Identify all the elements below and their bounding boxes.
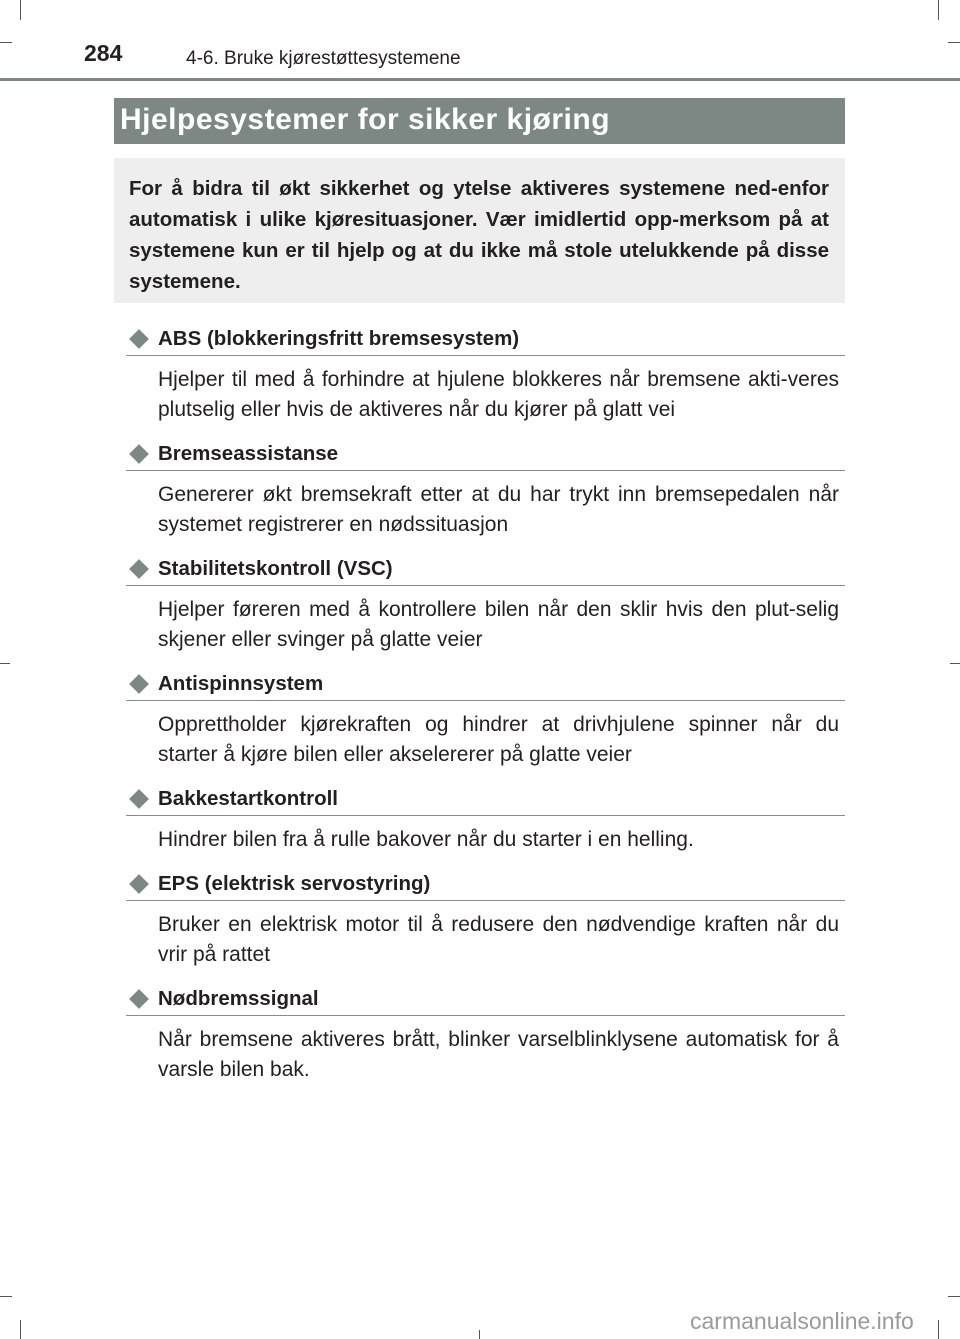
item-title: ABS (blokkeringsfritt bremsesystem): [158, 327, 520, 350]
item-description: Når bremsene aktiveres brått, blinker varselblinklysene automatisk for å varsle bilen bak.: [158, 1028, 839, 1081]
item-description: Hjelper til med å forhindre at hjulene blokkeres når bremsene akti-veres plutselig eller hvis de aktiveres når du kjører på glatt vei: [158, 368, 839, 421]
item-header: [126, 322, 845, 356]
title-bar: [114, 98, 845, 144]
header-divider: [0, 78, 960, 81]
item-header: [126, 982, 845, 1016]
page-header: [0, 0, 960, 80]
item-title: Bakkestartkontroll: [158, 787, 339, 810]
diamond-bullet-icon: [129, 559, 149, 579]
crop-mark: [938, 1320, 939, 1339]
section-label: 4-6. Bruke kjørestøttesystemene: [186, 48, 461, 69]
list-item: [126, 322, 845, 425]
item-header: [126, 867, 845, 901]
item-header: [126, 667, 845, 701]
list-item: [126, 437, 845, 540]
crop-mark: [479, 1330, 480, 1339]
list-item: [126, 552, 845, 655]
diamond-bullet-icon: [129, 789, 149, 809]
watermark: carmanualsonline.info: [690, 1308, 914, 1334]
item-header: [126, 437, 845, 471]
item-title: Bremseassistanse: [158, 442, 339, 465]
system-list: [126, 322, 845, 1097]
intro-text: For å bidra til økt sikkerhet og ytelse aktiveres systemene ned-enfor automatisk i ulike kjøresituasjoner. Vær imidlertid opp-merksom på at systemene kun er til hjelp og at du ikke må stole utelukkende på disse systemene.: [129, 177, 829, 293]
list-item: [126, 782, 845, 855]
item-title: Stabilitetskontroll (VSC): [158, 557, 393, 580]
list-item: [126, 867, 845, 970]
item-description: Genererer økt bremsekraft etter at du har trykt inn bremsepedalen når systemet registrerer en nødssituasjon: [158, 483, 839, 536]
crop-mark: [950, 663, 960, 664]
item-title: Nødbremssignal: [158, 987, 319, 1010]
item-header: [126, 782, 845, 816]
item-title: EPS (elektrisk servostyring): [158, 872, 431, 895]
item-description: Hindrer bilen fra å rulle bakover når du starter i en helling.: [158, 828, 694, 851]
item-description: Hjelper føreren med å kontrollere bilen når den sklir hvis den plut-selig skjener eller svinger på glatte veier: [158, 598, 839, 651]
diamond-bullet-icon: [129, 674, 149, 694]
intro-box: [114, 158, 845, 303]
list-item: [126, 982, 845, 1085]
diamond-bullet-icon: [129, 329, 149, 349]
crop-mark: [948, 1296, 960, 1297]
item-description: Bruker en elektrisk motor til å redusere den nødvendige kraften når du vrir på rattet: [158, 913, 839, 966]
diamond-bullet-icon: [129, 444, 149, 464]
crop-mark: [20, 1320, 21, 1339]
diamond-bullet-icon: [129, 989, 149, 1009]
item-header: [126, 552, 845, 586]
page-title: Hjelpesystemer for sikker kjøring: [120, 103, 611, 136]
crop-mark: [0, 663, 10, 664]
diamond-bullet-icon: [129, 874, 149, 894]
page-number: 284: [84, 40, 123, 66]
item-description: Opprettholder kjørekraften og hindrer at drivhjulene spinner når du starter å kjøre bilen eller akselererer på glatte veier: [158, 713, 839, 766]
list-item: [126, 667, 845, 770]
crop-mark: [0, 1296, 12, 1297]
item-title: Antispinnsystem: [158, 672, 324, 695]
